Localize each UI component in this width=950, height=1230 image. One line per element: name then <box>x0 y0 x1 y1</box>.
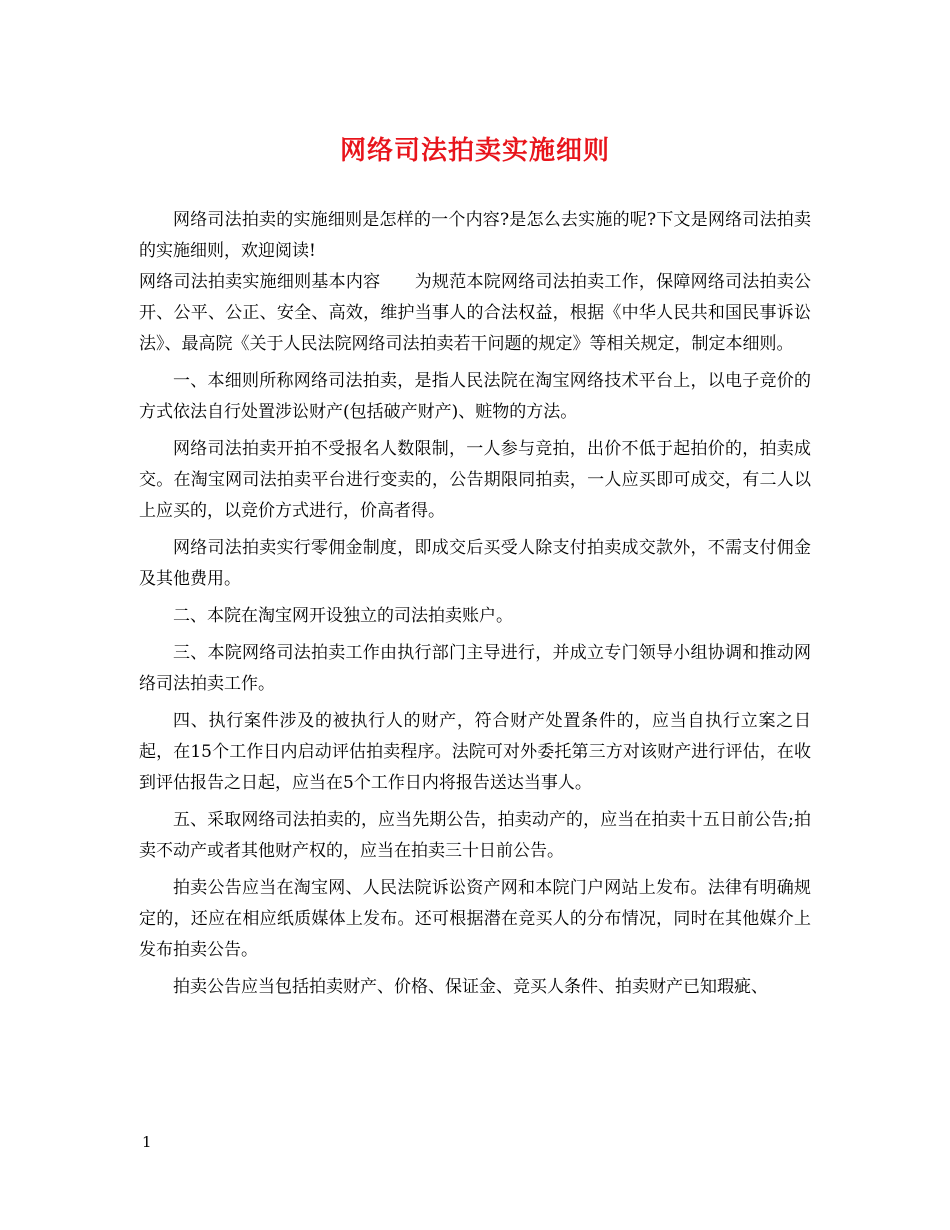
paragraph-announcement-media: 拍卖公告应当在淘宝网、人民法院诉讼资产网和本院门户网站上发布。法律有明确规定的，还应在相应纸质媒体上发布。还可根据潜在竞买人的分布情况，同时在其他媒介上发布拍卖公告。 <box>139 878 811 960</box>
paragraph-article-1-commission: 网络司法拍卖实行零佣金制度，即成交后买受人除支付拍卖成交款外，不需支付佣金及其他费用。 <box>139 538 811 589</box>
paragraph-article-2: 二、本院在淘宝网开设独立的司法拍卖账户。 <box>173 606 513 626</box>
document-body <box>139 205 811 1009</box>
paragraph-article-1: 一、本细则所称网络司法拍卖，是指人民法院在淘宝网络技术平台上，以电子竞价的方式依法自行处置涉讼财产(包括破产财产)、赃物的方法。 <box>139 371 811 422</box>
page-number: 1 <box>142 1133 152 1151</box>
paragraph-article-4: 四、执行案件涉及的被执行人的财产，符合财产处置条件的，应当自执行立案之日起，在15个工作日内启动评估拍卖程序。法院可对外委托第三方对该财产进行评估，在收到评估报告之日起，应当在5个工作日内将报告送达当事人。 <box>139 711 811 793</box>
paragraph-article-5: 五、采取网络司法拍卖的，应当先期公告，拍卖动产的，应当在拍卖十五日前公告;拍卖不动产或者其他财产权的，应当在拍卖三十日前公告。 <box>139 810 811 861</box>
paragraph-intro: 网络司法拍卖的实施细则是怎样的一个内容?是怎么去实施的呢?下文是网络司法拍卖的实施细则，欢迎阅读! <box>139 210 811 261</box>
document-title: 网络司法拍卖实施细则 <box>339 136 610 166</box>
paragraph-article-3: 三、本院网络司法拍卖工作由执行部门主导进行，并成立专门领导小组协调和推动网络司法拍卖工作。 <box>139 643 811 694</box>
paragraph-basic-content: 网络司法拍卖实施细则基本内容 为规范本院网络司法拍卖工作，保障网络司法拍卖公开、公平、公正、安全、高效，维护当事人的合法权益，根据《中华人民共和国民事诉讼法》、最高院《关于人民法院网络司法拍卖若干问题的规定》等相关规定，制定本细则。 <box>139 272 811 354</box>
paragraph-announcement-content: 拍卖公告应当包括拍卖财产、价格、保证金、竞买人条件、拍卖财产已知瑕疵、 <box>173 977 768 997</box>
paragraph-article-1-bidding: 网络司法拍卖开拍不受报名人数限制，一人参与竞拍，出价不低于起拍价的，拍卖成交。在淘宝网司法拍卖平台进行变卖的，公告期限同拍卖，一人应买即可成交，有二人以上应买的，以竞价方式进行，价高者得。 <box>139 439 811 521</box>
